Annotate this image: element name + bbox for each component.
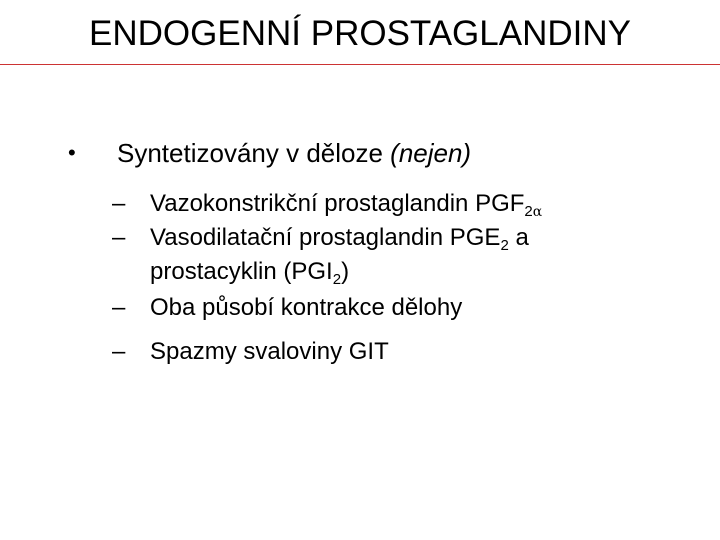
sub-bullet-2-continuation [150, 257, 349, 287]
sub-bullet-dash: – [112, 224, 126, 251]
sub-bullet-2-cont-tail: ) [341, 258, 350, 285]
sub-bullet-2-cont-subscript: 2 [332, 271, 342, 288]
sub-bullet-1-text: Vazokonstrikční prostaglandin PGF [150, 190, 525, 217]
sub-bullet-2-text: Vasodilatační prostaglandin PGE [150, 224, 501, 251]
sub-bullet-1-subscript: 2α [524, 203, 543, 220]
alpha-symbol: α [532, 204, 543, 220]
slide-title: ENDOGENNÍ PROSTAGLANDINY [89, 14, 631, 53]
main-bullet-emphasis: (nejen) [390, 138, 472, 168]
bullet-marker: • [68, 140, 76, 165]
sub-bullet-dash: – [112, 190, 126, 217]
sub-bullet-dash: – [112, 338, 126, 365]
sub-bullet-2-subscript: 2 [500, 237, 509, 254]
sub-bullet-dash: – [112, 294, 126, 321]
title-divider [0, 64, 720, 65]
sub-bullet-3: Oba působí kontrakce dělohy [150, 294, 463, 321]
sub-bullet-2 [150, 223, 529, 253]
main-bullet-plain: Syntetizovány v děloze [117, 138, 391, 168]
sub-bullet-4: Spazmy svaloviny GIT [150, 338, 389, 365]
sub-bullet-2-cont-text: prostacyklin (PGI [150, 258, 333, 285]
sub-bullet-1 [150, 189, 542, 219]
main-bullet-text [117, 136, 471, 170]
sub-bullet-2-tail: a [508, 224, 529, 251]
